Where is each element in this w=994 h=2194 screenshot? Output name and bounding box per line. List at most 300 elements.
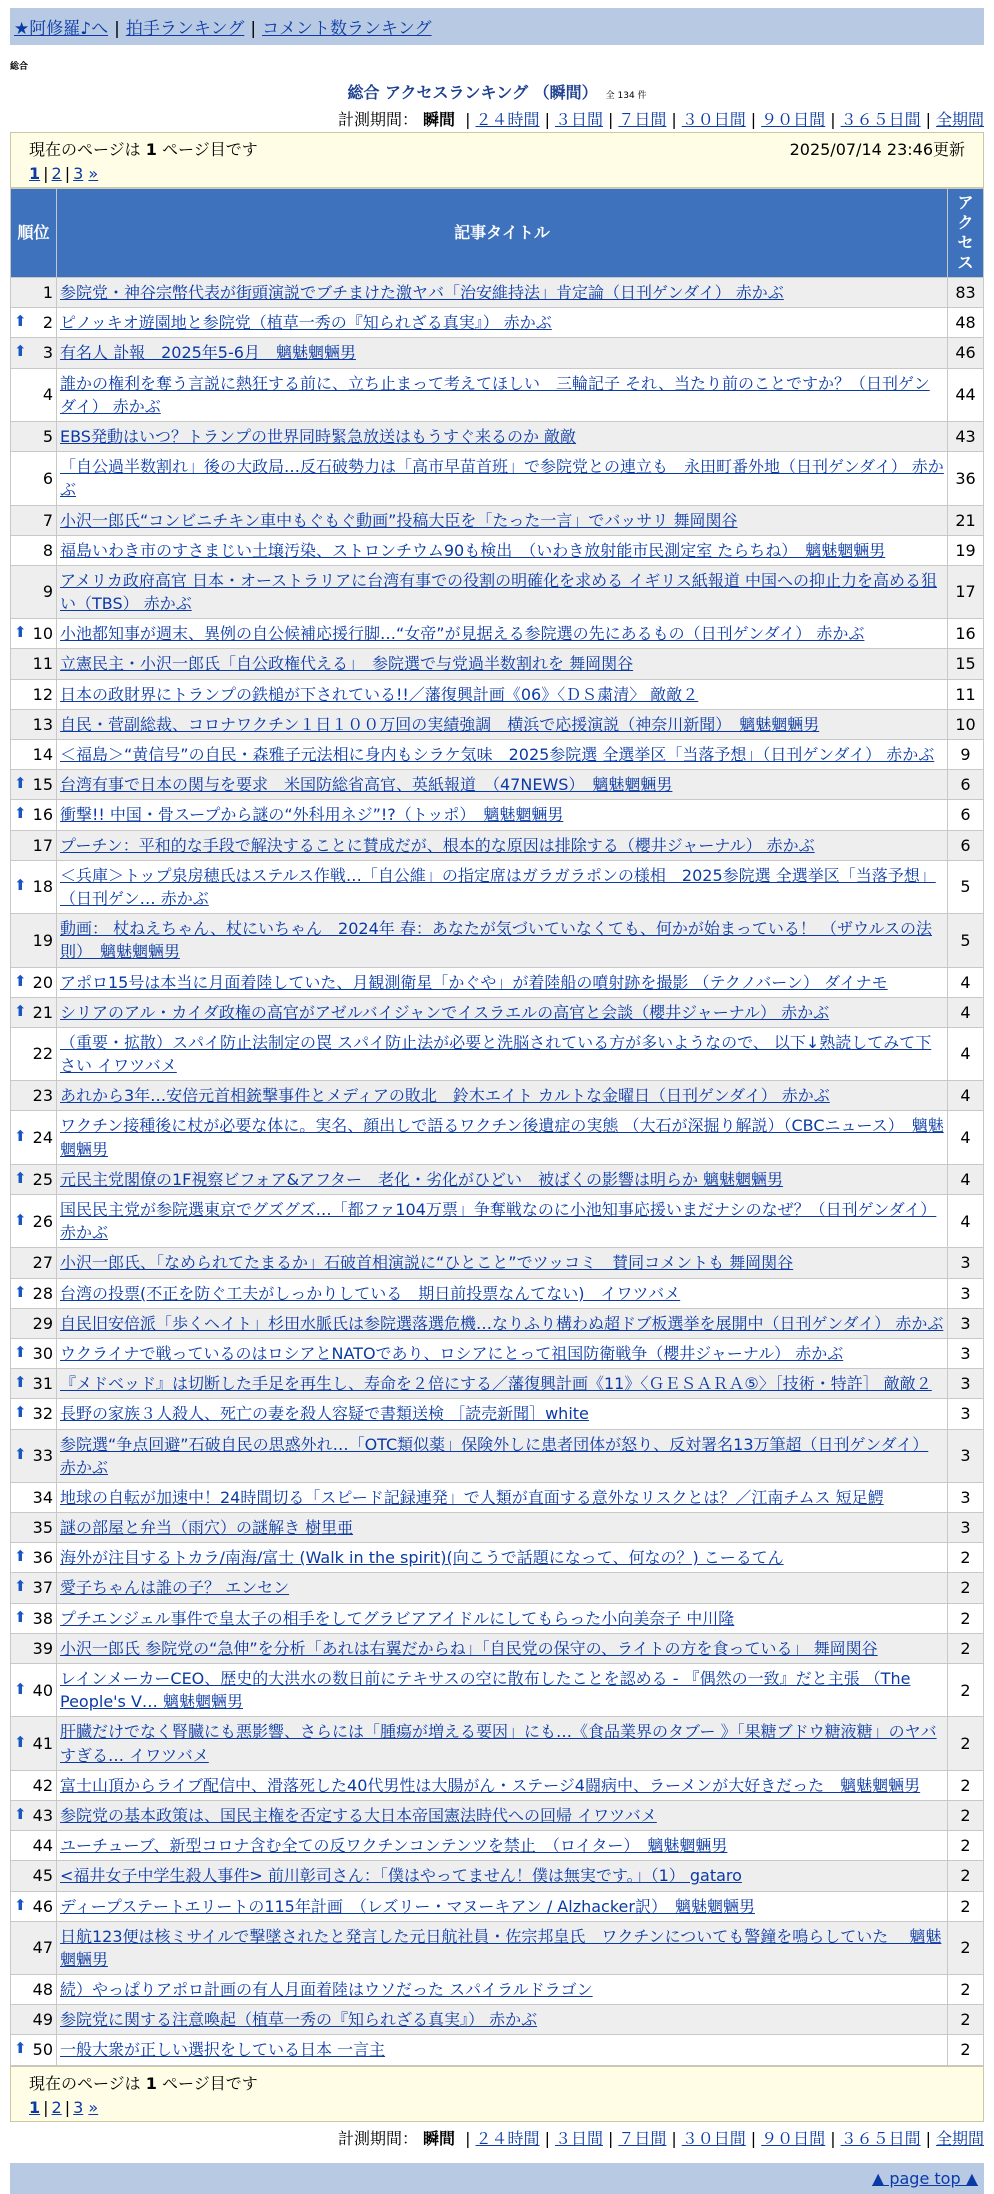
period-link[interactable]: ９０日間 [761,2128,826,2148]
article-title-link[interactable]: プーチン：平和的な手段で解決することに賛成だが、根本的な原因は排除する（櫻井ジャーナル） 赤かぶ [60,835,815,855]
article-title-link[interactable]: ＜兵庫＞トップ泉房穂氏はステルス作戦…「自公維」の指定席はガラガラポンの様相 2025参院選 全選挙区「当落予想」（日刊ゲン… 赤かぶ [60,865,936,908]
title-cell [57,1664,948,1717]
rank-number: 28 [32,1283,53,1303]
rank-cell [11,1975,57,2005]
title-cell [57,1164,948,1194]
access-count: 6 [948,770,984,800]
article-title-link[interactable]: <福井女子中学生殺人事件> 前川彰司さん：「僕はやってません！僕は無実です。」（1） gataro [60,1866,742,1886]
access-count: 4 [948,1195,984,1248]
rank-cell [11,368,57,421]
rank-number: 23 [32,1086,53,1106]
period-link[interactable]: 全期間 [935,2128,984,2148]
table-row [11,649,984,679]
access-count: 10 [948,709,984,739]
article-title-link[interactable]: レインメーカーCEO、歴史的大洪水の数日前にテキサスの空に散布したことを認める - 『偶然の一致』だと主張 （The People's V… 魑魅魍魎男 [60,1669,911,1712]
rank-cell [11,967,57,997]
title-cell [57,278,948,308]
article-title-link[interactable]: 続）やっぱりアポロ計画の有人月面着陸はウソだった スパイラルドラゴン [60,1980,593,2000]
page-status: 現在のページは 1 ページ目です [29,2073,258,2093]
rank-up-arrow-icon: ⬆ [14,312,27,331]
title-cell [57,1975,948,2005]
article-title-link[interactable]: 参院選“争点回避”石破自民の思惑外れ…「OTC類似薬」保険外しに患者団体が怒り、反対署名13万筆超（日刊ゲンダイ） 赤かぶ [60,1434,929,1477]
article-title-link[interactable]: 愛子ちゃんは誰の子？ エンセン [60,1578,290,1598]
rank-up-arrow-icon: ⬆ [14,1373,27,1392]
next-page-link[interactable]: » [88,164,99,183]
table-row [11,679,984,709]
access-count: 3 [948,1278,984,1308]
rank-number: 25 [32,1169,53,1189]
table-row [11,1369,984,1399]
title-cell [57,619,948,649]
access-count: 2 [948,1861,984,1891]
rank-number: 15 [32,775,53,795]
rank-number: 11 [32,654,53,674]
table-row [11,1195,984,1248]
access-count: 4 [948,1164,984,1194]
rank-cell [11,1664,57,1717]
page-status: 現在のページは 1 ページ目です [29,140,258,159]
article-title-link[interactable]: 富士山頂からライブ配信中、滑落死した40代男性は大腸がん・ステージ4闘病中、ラーメンが大好きだった 魑魅魍魎男 [60,1775,921,1795]
category-label: 総合 [10,62,29,72]
title-cell [57,421,948,451]
article-title-link[interactable]: 福島いわき市のすさまじい土壌汚染、ストロンチウム90も検出 （いわき放射能市民測定室 たらちね） 魑魅魍魎男 [60,540,886,560]
table-row [11,830,984,860]
table-row [11,338,984,368]
rank-up-arrow-icon: ⬆ [14,342,27,361]
title-cell [57,997,948,1027]
rank-number: 3 [42,343,53,363]
rank-up-arrow-icon: ⬆ [14,1895,27,1914]
table-row [11,1543,984,1573]
rank-up-arrow-icon: ⬆ [14,1679,27,1698]
article-title-link[interactable]: 台湾の投票(不正を防ぐ工夫がしっかりしている 期日前投票なんてない) イワツバメ [60,1283,681,1303]
article-title-link[interactable]: 誰かの権利を奪う言説に熱狂する前に、立ち止まって考えてほしい 三輪記子 それ、当たり前のことですか？（日刊ゲンダイ） 赤かぶ [60,373,930,416]
rank-cell [11,1248,57,1278]
period-link[interactable]: ７日間 [618,2128,667,2148]
table-row [11,2035,984,2065]
period-label: 計測期間： [337,2128,418,2148]
rank-cell [11,1513,57,1543]
access-count: 43 [948,421,984,451]
page-link[interactable]: 1 [29,2097,41,2117]
access-count: 46 [948,338,984,368]
rank-number: 26 [32,1211,53,1231]
article-title-link[interactable]: 『メドベッド』は切断した手足を再生し、寿命を２倍にする／藩復興計画《11》〈ＧＥＳＡＲＡ⑤〉［技術・特許］ 敵敵２ [60,1374,932,1394]
article-title-link[interactable]: 小沢一郎氏“コンビニチキン車中もぐもぐ動画”投稿大臣を「たった一言」でバッサリ 舞岡関谷 [60,510,738,530]
rank-cell [11,649,57,679]
period-link[interactable]: ３日間 [554,110,603,129]
table-row [11,1081,984,1111]
table-row [11,1338,984,1368]
title-cell [57,1633,948,1663]
rank-number: 37 [32,1578,53,1598]
article-title-link[interactable]: 国民民主党が参院選東京でグズグズ…「都ファ104万票」争奪戦なのに小池知事応援いまだナシのなぜ？（日刊ゲンダイ） 赤かぶ [60,1200,937,1243]
table-row [11,1603,984,1633]
title-cell [57,1800,948,1830]
rank-cell [11,2005,57,2035]
period-link[interactable]: ７日間 [618,110,667,129]
title-cell [57,1482,948,1512]
applause-ranking-link[interactable]: 拍手ランキング [125,19,245,39]
table-row [11,1921,984,1974]
title-cell [57,800,948,830]
table-row [11,1975,984,2005]
title-cell [57,308,948,338]
table-row [11,505,984,535]
title-cell [57,914,948,967]
title-cell [57,2005,948,2035]
title-cell [57,1308,948,1338]
article-title-link[interactable]: 日本の政財界にトランプの鉄槌が下されている!!／藩復興計画《06》〈ＤＳ粛清〉 敵敵２ [60,684,699,704]
page-link[interactable]: 2 [51,2097,62,2117]
access-count: 2 [948,1921,984,1974]
rank-cell [11,535,57,565]
column-header-title: 記事タイトル [57,189,948,278]
rank-cell [11,860,57,913]
article-title-link[interactable]: 謎の部屋と弁当（雨穴）の謎解き 樹里亜 [60,1518,354,1538]
rank-cell [11,1831,57,1861]
rank-number: 19 [32,930,53,950]
rank-number: 41 [32,1733,53,1753]
access-count: 15 [948,649,984,679]
rank-up-arrow-icon: ⬆ [14,1445,27,1464]
title-cell [57,1921,948,1974]
rank-number: 7 [42,510,53,530]
table-row [11,421,984,451]
period-link[interactable]: ３０日間 [681,2128,746,2148]
table-row [11,1308,984,1338]
rank-cell [11,740,57,770]
access-count: 4 [948,967,984,997]
title-cell [57,1111,948,1164]
rank-cell [11,679,57,709]
rank-up-arrow-icon: ⬆ [14,1001,27,1020]
table-row [11,709,984,739]
rank-cell [11,1603,57,1633]
page-title-row [10,80,984,103]
title-cell [57,1861,948,1891]
article-title-link[interactable]: あれから3年…安倍元首相銃撃事件とメディアの敗北 鈴木エイト カルトな金曜日（日刊ゲンダイ） 赤かぶ [60,1086,830,1106]
access-count: 4 [948,1027,984,1080]
table-row [11,2005,984,2035]
table-row [11,1248,984,1278]
title-cell [57,452,948,505]
title-cell [57,1891,948,1921]
rank-cell [11,830,57,860]
access-count: 2 [948,1975,984,2005]
rank-number: 47 [32,1938,53,1958]
period-selector-top: 計測期間： 瞬間 | ２４時間 | ３日間 | ７日間 | ３０日間 | ９０日間 | ３６５日間 | 全期間 [337,110,984,129]
page-info-top [10,132,984,188]
rank-number: 43 [32,1805,53,1825]
access-count: 48 [948,308,984,338]
article-title-link[interactable]: EBS発動はいつ？トランプの世界同時緊急放送はもうすぐ来るのか 敵敵 [60,426,577,446]
bottom-bar [10,2163,984,2194]
period-current: 瞬間 [423,110,456,129]
rank-number: 10 [32,624,53,644]
article-title-link[interactable]: 有名人 訃報 2025年5-6月 魑魅魍魎男 [60,343,356,363]
rank-cell [11,1770,57,1800]
article-title-link[interactable]: 参院党の基本政策は、国民主権を否定する大日本帝国憲法時代への回帰 イワツバメ [60,1805,657,1825]
rank-number: 42 [32,1775,53,1795]
access-count: 4 [948,997,984,1027]
access-count: 2 [948,1831,984,1861]
access-count: 3 [948,1429,984,1482]
rank-up-arrow-icon: ⬆ [14,1127,27,1146]
rank-number: 16 [32,805,53,825]
title-cell [57,1831,948,1861]
rank-up-arrow-icon: ⬆ [14,1282,27,1301]
page-link[interactable]: 3 [73,2097,84,2117]
title-cell [57,967,948,997]
title-cell [57,1338,948,1368]
title-cell [57,1369,948,1399]
article-title-link[interactable]: 小池都知事が週末、異例の自公候補応援行脚…“女帝”が見据える参院選の先にあるもの（日刊ゲンダイ） 赤かぶ [60,624,865,644]
rank-cell [11,1027,57,1080]
rank-number: 31 [32,1374,53,1394]
rank-cell [11,914,57,967]
table-row [11,914,984,967]
article-title-link[interactable]: ディープステートエリートの115年計画 （レズリー・マヌーキアン / Alzhacker訳） 魑魅魍魎男 [60,1896,755,1916]
table-row [11,1482,984,1512]
article-title-link[interactable]: 自民・菅副総裁、コロナワクチン１日１００万回の実績強調 横浜で応援演説（神奈川新聞） 魑魅魍魎男 [60,714,820,734]
rank-number: 46 [32,1896,53,1916]
period-link[interactable]: ２４時間 [475,110,540,129]
article-title-link[interactable]: （重要・拡散）スパイ防止法制定の罠 スパイ防止法が必要と洗脳されている方が多いようなので、 以下↓熟読してみて下さい イワツバメ [60,1032,932,1076]
period-link[interactable]: ３０日間 [681,110,746,129]
article-title-link[interactable]: シリアのアル・カイダ政権の高官がアゼルバイジャンでイスラエルの高官と会談（櫻井ジャーナル） 赤かぶ [60,1002,830,1022]
access-count: 11 [948,679,984,709]
article-title-link[interactable]: 元民主党閣僚の1F視察ビフォア&アフター 老化・劣化がひどい 被ばくの影響は明らか 魑魅魍魎男 [60,1169,784,1189]
table-row [11,565,984,618]
page-link[interactable]: 2 [51,164,62,183]
rank-number: 48 [32,1980,53,2000]
table-row [11,1831,984,1861]
table-row [11,1399,984,1429]
article-title-link[interactable]: 長野の家族３人殺人、死亡の妻を殺人容疑で書類送検 ［読売新聞］white [60,1404,589,1424]
access-count: 6 [948,800,984,830]
article-title-link[interactable]: 動画： 杖ねえちゃん、杖にいちゃん 2024年 春：あなたが気づいていなくても、何かが始まっている！ （ザウルスの法則） 魑魅魍魎男 [60,919,932,962]
article-title-link[interactable]: アポロ15号は本当に月面着陸していた、月観測衛星「かぐや」が着陸船の噴射跡を撮影 （テクノバーン） ダイナモ [60,972,888,992]
access-count: 83 [948,278,984,308]
rank-number: 18 [32,877,53,897]
rank-up-arrow-icon: ⬆ [14,623,27,642]
total-count: 全 134 件 [605,91,647,101]
article-title-link[interactable]: 台湾有事で日本の関与を要求 米国防総省高官、英紙報道 （47NEWS） 魑魅魍魎男 [60,775,673,795]
title-cell [57,1543,948,1573]
rank-number: 49 [32,2010,53,2030]
rank-cell [11,1482,57,1512]
table-row [11,1278,984,1308]
table-row [11,800,984,830]
period-link[interactable]: 全期間 [935,110,984,129]
article-title-link[interactable]: 日航123便は核ミサイルで撃墜されたと発言した元日航社員・佐宗邦皇氏 ワクチンについても警鐘を鳴らしていた 魑魅魍魎男 [60,1926,942,1969]
rank-number: 27 [32,1253,53,1273]
access-count: 19 [948,535,984,565]
table-row [11,1664,984,1717]
title-cell [57,565,948,618]
access-count: 9 [948,740,984,770]
title-cell [57,1603,948,1633]
title-cell [57,535,948,565]
comment-ranking-link[interactable]: コメント数ランキング [262,19,432,39]
rank-number: 44 [32,1836,53,1856]
title-cell [57,740,948,770]
access-count: 2 [948,1770,984,1800]
title-cell [57,709,948,739]
article-title-link[interactable]: 参院党に関する注意喚起（植草一秀の『知られざる真実』） 赤かぶ [60,2010,538,2030]
article-title-link[interactable]: 立憲民主・小沢一郎氏「自公政権代える」 参院選で与党過半数割れを 舞岡関谷 [60,654,634,674]
article-title-link[interactable]: ピノッキオ遊園地と参院党（植草一秀の『知られざる真実』） 赤かぶ [60,313,552,333]
access-count: 2 [948,1543,984,1573]
page-link[interactable]: 1 [29,164,41,183]
table-row [11,967,984,997]
rank-cell [11,338,57,368]
title-cell [57,649,948,679]
rank-up-arrow-icon: ⬆ [14,774,27,793]
rank-number: 29 [32,1313,53,1333]
next-page-link[interactable]: » [88,2097,99,2117]
access-count: 3 [948,1399,984,1429]
rank-cell [11,1429,57,1482]
rank-up-arrow-icon: ⬆ [14,1547,27,1566]
rank-cell [11,2035,57,2065]
period-link[interactable]: ９０日間 [761,110,826,129]
article-title-link[interactable]: 衝撃!! 中国・骨スープから謎の“外科用ネジ”!?（トッポ） 魑魅魍魎男 [60,805,564,825]
article-title-link[interactable]: 海外が注目するトカラ/南海/富士 (Walk in the spirit)(向こうで話題になって、何なの？) こーるてん [60,1548,784,1568]
rank-up-arrow-icon: ⬆ [14,1210,27,1229]
access-count: 3 [948,1482,984,1512]
period-current: 瞬間 [423,2128,456,2148]
access-count: 36 [948,452,984,505]
rank-cell [11,1891,57,1921]
rank-number: 36 [32,1548,53,1568]
table-row [11,1164,984,1194]
article-title-link[interactable]: 小沢一郎氏 参院党の“急伸”を分析「あれは右翼だからね」「自民党の保守の、ライトの方を食っている」 舞岡関谷 [60,1638,878,1658]
rank-number: 30 [32,1343,53,1363]
rank-cell [11,1081,57,1111]
table-row [11,1861,984,1891]
table-row [11,860,984,913]
table-row [11,1027,984,1080]
table-row [11,308,984,338]
table-row [11,535,984,565]
article-title-link[interactable]: 「自公過半数割れ」後の大政局…反石破勢力は「高市早苗首班」で参院党との連立も 永田町番外地（日刊ゲンダイ） 赤かぶ [60,457,944,500]
access-count: 3 [948,1308,984,1338]
article-title-link[interactable]: 自民旧安倍派「歩くヘイト」杉田水脈氏は参院選落選危機…なりふり構わぬ超ドブ板選挙を展開中（日刊ゲンダイ） 赤かぶ [60,1313,944,1333]
rank-number: 45 [32,1866,53,1886]
rank-number: 6 [42,468,53,488]
title-cell [57,338,948,368]
access-count: 2 [948,1800,984,1830]
rank-number: 38 [32,1608,53,1628]
article-title-link[interactable]: プチエンジェル事件で皇太子の相手をしてグラビアアイドルにしてもらった小向美奈子 中川隆 [60,1608,735,1628]
access-count: 2 [948,1633,984,1663]
title-cell [57,1195,948,1248]
rank-up-arrow-icon: ⬆ [14,1732,27,1751]
rank-cell [11,1800,57,1830]
rank-cell [11,1369,57,1399]
table-row [11,770,984,800]
title-cell [57,679,948,709]
table-row [11,368,984,421]
rank-cell [11,1573,57,1603]
table-row [11,1891,984,1921]
period-link[interactable]: ２４時間 [475,2128,540,2148]
page-link[interactable]: 3 [73,164,84,183]
access-count: 5 [948,914,984,967]
table-row [11,1633,984,1663]
rank-cell [11,619,57,649]
period-link[interactable]: ３６５日間 [840,2128,921,2148]
rank-number: 14 [32,745,53,764]
rank-up-arrow-icon: ⬆ [14,1804,27,1823]
rank-cell [11,800,57,830]
pager: 1 | 2 | 3 » [29,164,99,183]
access-count: 4 [948,1081,984,1111]
rank-number: 4 [42,385,53,405]
rank-cell [11,565,57,618]
table-row [11,1770,984,1800]
title-cell [57,1081,948,1111]
rank-cell [11,1308,57,1338]
period-link[interactable]: ３日間 [554,2128,603,2148]
title-cell [57,1573,948,1603]
article-title-link[interactable]: ワクチン接種後に杖が必要な体に。実名、顔出しで語るワクチン後遺症の実態 （大石が深掘り解説）（CBCニュース） 魑魅魍魎男 [60,1116,944,1159]
title-cell [57,860,948,913]
rank-up-arrow-icon: ⬆ [14,2039,27,2058]
period-link[interactable]: ３６５日間 [840,110,921,129]
rank-number: 13 [32,714,53,734]
access-count: 2 [948,1603,984,1633]
page-title: 総合 アクセスランキング （瞬間） [347,83,598,102]
article-title-link[interactable]: ＜福島＞“黄信号”の自民・森雅子元法相に身内もシラケ気味 2025参院選 全選挙区「当落予想」（日刊ゲンダイ） 赤かぶ [60,745,935,764]
rank-up-arrow-icon: ⬆ [14,876,27,895]
rank-number: 8 [42,540,53,560]
access-count: 2 [948,2035,984,2065]
article-title-link[interactable]: 一般大衆が正しい選択をしている日本 一言主 [60,2040,386,2060]
article-title-link[interactable]: アメリカ政府高官 日本・オーストラリアに台湾有事での役割の明確化を求める イギリス紙報道 中国への抑止力を高める狙い（TBS） 赤かぶ [60,570,938,614]
title-cell [57,505,948,535]
rank-cell [11,1921,57,1974]
article-title-link[interactable]: 肝臓だけでなく腎臓にも悪影響、さらには「腫瘍が増える要因」にも…《食品業界のタブー 》「果糖ブドウ糖液糖」のヤバすぎる… イワツバメ [60,1722,937,1765]
table-row [11,740,984,770]
rank-cell [11,1543,57,1573]
home-link[interactable]: ★阿修羅♪へ [14,19,109,39]
table-row [11,452,984,505]
period-selector-bottom: 計測期間： 瞬間 | ２４時間 | ３日間 | ７日間 | ３０日間 | ９０日間 | ３６５日間 | 全期間 [337,2128,984,2148]
title-cell [57,1770,948,1800]
table-row [11,1429,984,1482]
pager: 1 | 2 | 3 » [29,2097,99,2117]
rank-number: 33 [32,1446,53,1466]
table-row [11,1800,984,1830]
article-title-link[interactable]: ウクライナで戦っているのはロシアとNATOであり、ロシアにとって祖国防衛戦争（櫻井ジャーナル） 赤かぶ [60,1343,844,1363]
rank-cell [11,452,57,505]
rank-number: 35 [32,1518,53,1538]
article-title-link[interactable]: 参院党・神谷宗幣代表が街頭演説でブチまけた激ヤバ「治安維持法」肯定論（日刊ゲンダイ） 赤かぶ [60,283,784,302]
access-count: 3 [948,1513,984,1543]
access-count: 2 [948,1717,984,1770]
page-top-link[interactable]: ▲ page top ▲ [871,2168,978,2188]
article-title-link[interactable]: ユーチューブ、新型コロナ含む全ての反ワクチンコンテンツを禁止 （ロイター） 魑魅魍魎男 [60,1836,728,1856]
article-title-link[interactable]: 地球の自転が加速中！24時間切る「スピード記録連発」で人類が直面する意外なリスクとは？／江南チムス 短足鰐 [60,1487,884,1507]
title-cell [57,1248,948,1278]
rank-up-arrow-icon: ⬆ [14,971,27,990]
title-cell [57,1027,948,1080]
column-header-access: アクセス [948,189,984,278]
article-title-link[interactable]: 小沢一郎氏、「なめられてたまるか」石破首相演説に“ひとこと”でツッコミ 賛同コメントも 舞岡関谷 [60,1253,794,1273]
